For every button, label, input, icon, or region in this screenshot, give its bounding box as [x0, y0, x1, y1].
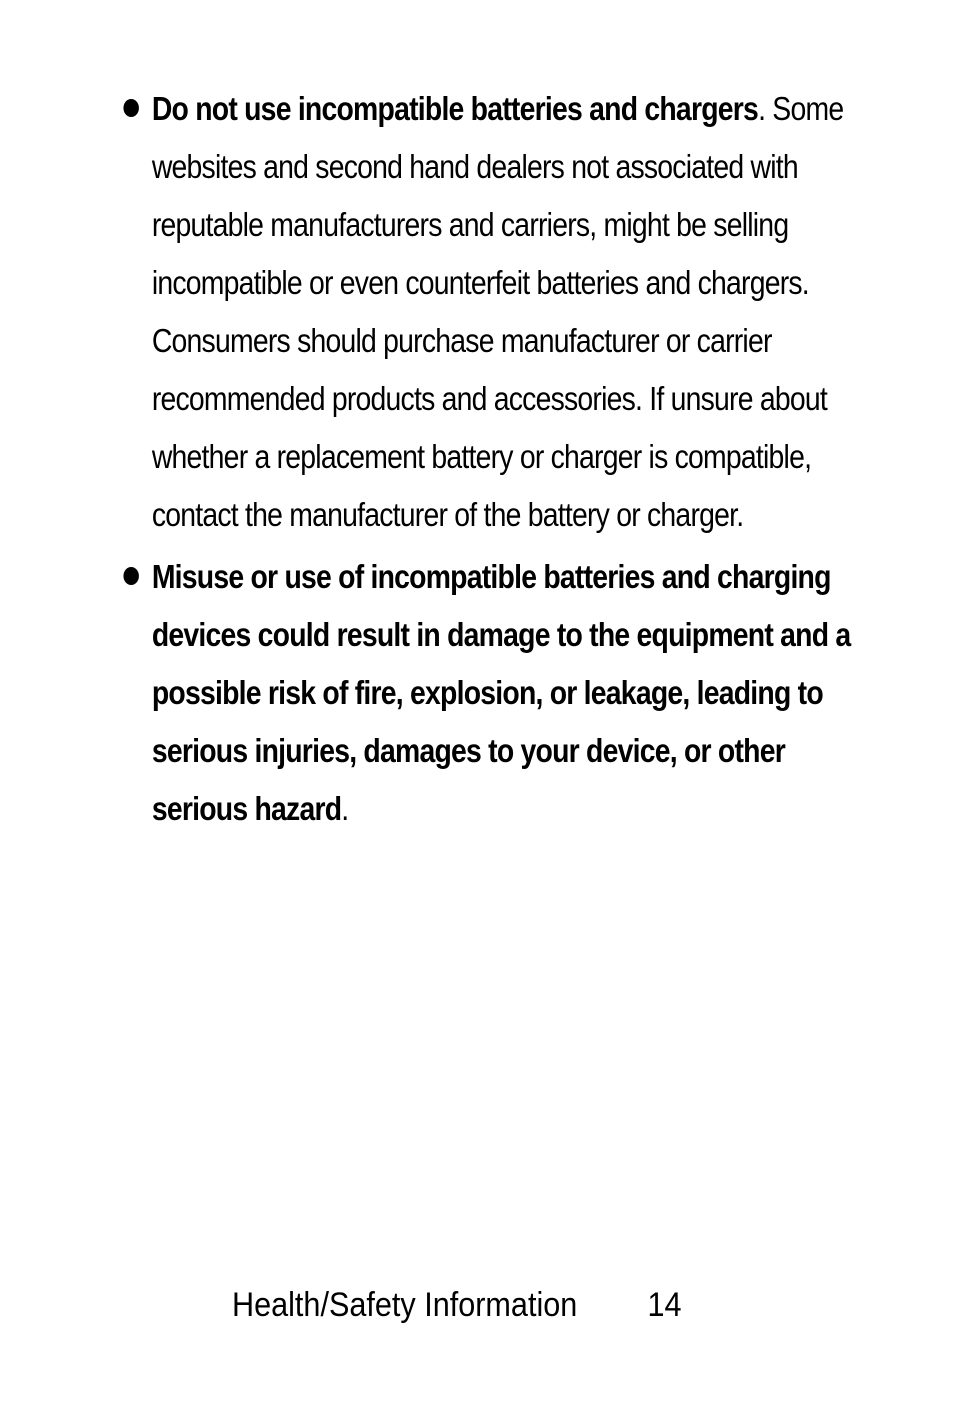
footer-page-number: 14: [647, 1286, 682, 1324]
bullet-lead-text: Misuse or use of incompatible batteries and charging devices could result in damage to the equipment and a possible risk of fire, explosion, or leakage, leading to serious injuries, damages to your device, or other serious hazard: [151, 558, 851, 827]
bullet-list: [120, 80, 851, 838]
bullet-body-text: .: [341, 790, 349, 827]
bullet-dot-icon: [123, 567, 138, 585]
bullet-item-misuse-warning: [120, 548, 857, 838]
bullet-item-incompatible-batteries: [120, 80, 857, 544]
page-footer: [232, 1280, 682, 1330]
bullet-lead-text: Do not use incompatible batteries and chargers: [151, 90, 759, 127]
bullet-body-text: . Some websites and second hand dealers not associated with reputable manufacturers and carriers, might be selling incompatible or even counterfeit batteries and chargers. Consumers should purchase manufacturer or carrier recommended products and accessories. If unsure about whether a replacement battery or charger is compatible, contact the manufacturer of the battery or charger.: [151, 90, 844, 533]
bullet-dot-icon: [123, 99, 138, 117]
footer-section-title: Health/Safety Information: [232, 1286, 578, 1324]
